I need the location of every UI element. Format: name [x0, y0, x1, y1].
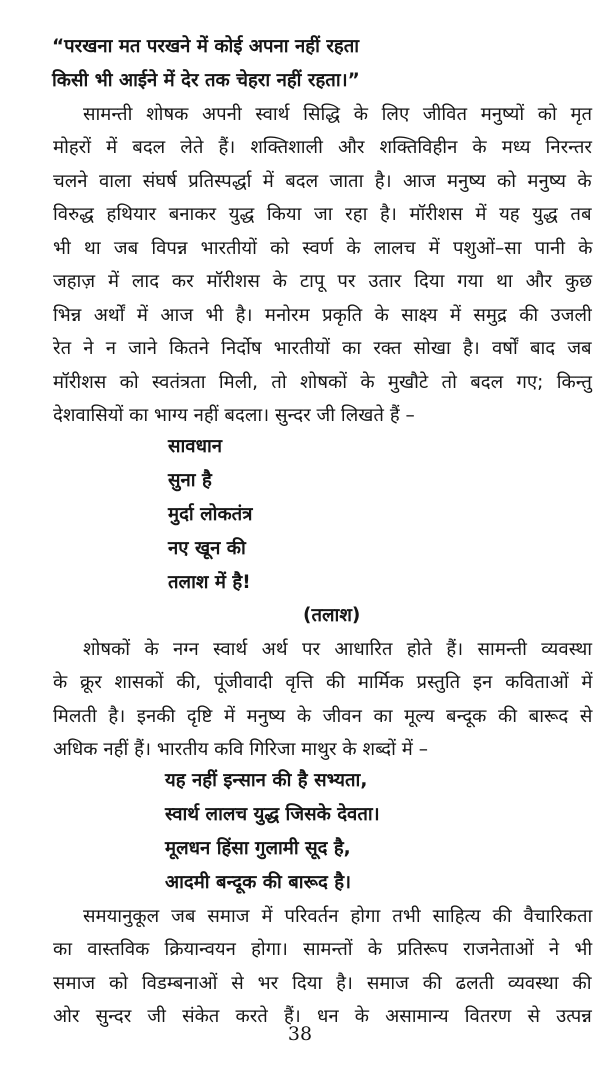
text-line: मोहरों में बदल लेते हैं। शक्तिशाली और शक्तिविहीन के मध्य निरन्तर: [53, 137, 592, 158]
poem-line: आदमी बन्दूक की बारूद है।: [165, 872, 352, 893]
poem-line: मूलधन हिंसा गुलामी सूद है,: [165, 838, 351, 859]
text-line: शोषकों के नग्न स्वार्थ अर्थ पर आधारित होते हैं। सामन्ती व्यवस्था: [83, 639, 593, 660]
text-line: विरुद्ध हथियार बनाकर युद्ध किया जा रहा है। मॉरीशस में यह युद्ध तब: [53, 204, 592, 225]
text-line: के क्रूर शासकों की, पूंजीवादी वृत्ति की मार्मिक प्रस्तुति इन कविताओं में: [53, 672, 593, 693]
text-line: देशवासियों का भाग्य नहीं बदला। सुन्दर जी लिखते हैं –: [53, 405, 415, 426]
text-line: का वास्तविक क्रियान्वयन होगा। सामन्तों के प्रतिरूप राजनेताओं ने भी: [53, 939, 593, 960]
text-line: सामन्ती शोषक अपनी स्वार्थ सिद्धि के लिए जीवित मनुष्यों को मृत: [83, 104, 593, 125]
text-line: रेत ने न जाने कितने निर्दोष भारतीयों का रक्त सोखा है। वर्षों बाद जब: [53, 338, 592, 359]
text-line: अधिक नहीं हैं। भारतीय कवि गिरिजा माथुर के शब्दों में –: [53, 739, 428, 760]
text-line: जहाज़ में लाद कर मॉरीशस के टापू पर उतार दिया गया था और कुछ: [53, 271, 593, 292]
poem-line: तलाश में है!: [168, 572, 251, 593]
poem-line: सुना है: [168, 470, 212, 491]
poem-line: सावधान: [168, 436, 223, 457]
poem-line: नए खून की: [168, 538, 246, 559]
text-line: भिन्न अर्थों में आज भी है। मनोरम प्रकृति के साक्ष्य में समुद्र की उजली: [53, 305, 592, 326]
text-line: चलने वाला संघर्ष प्रतिस्पर्द्धा में बदल जाता है। आज मनुष्य को मनुष्य के: [53, 171, 592, 192]
text-line: समाज को विडम्बनाओं से भर दिया है। समाज की ढलती व्यवस्था की: [53, 973, 592, 994]
poem-line: स्वार्थ लालच युद्ध जिसके देवता।: [165, 804, 380, 825]
text-line: मॉरीशस को स्वतंत्रता मिली, तो शोषकों के मुखौटे तो बदल गए; किन्तु: [53, 372, 592, 393]
poem-line: यह नहीं इन्सान की है सभ्यता,: [165, 770, 368, 791]
text-line: मिलती है। इनकी दृष्टि में मनुष्य के जीवन का मूल्य बन्दूक की बारूद से: [53, 706, 593, 727]
quote-line: किसी भी आईने में देर तक चेहरा नहीं रहता।”: [52, 70, 360, 91]
page-number: 38: [287, 1023, 313, 1045]
poem-source: (तलाश): [303, 605, 361, 626]
text-line: समयानुकूल जब समाज में परिवर्तन होगा तभी साहित्य की वैचारिकता: [83, 906, 593, 927]
text-line: भी था जब विपन्न भारतीयों को स्वर्ण के लालच में पशुओं–सा पानी के: [53, 238, 593, 259]
text-line: ओर सुन्दर जी संकेत करते हैं। धन के असामान्य वितरण से उत्पन्न: [53, 1006, 592, 1027]
poem-line: मुर्दा लोकतंत्र: [168, 504, 253, 525]
quote-line: “परखना मत परखने में कोई अपना नहीं रहता: [52, 36, 360, 57]
